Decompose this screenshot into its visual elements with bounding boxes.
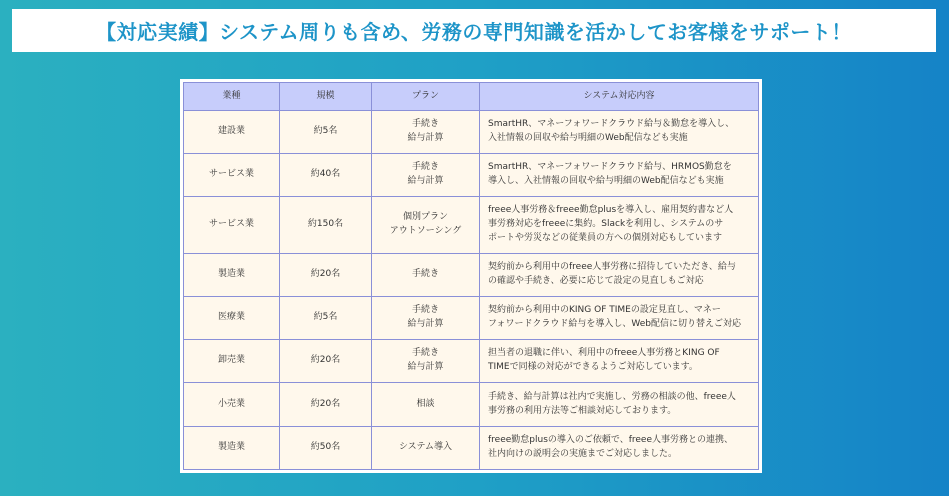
cell-size: 約5名 [280,111,372,154]
content-line: SmartHR、マネーフォワードクラウド給与＆勤怠を導入し、 [488,119,735,130]
cell-industry: 卸売業 [184,340,280,383]
cell-size: 約50名 [280,426,372,469]
plan-line: 手続き [411,305,439,316]
cell-industry: 製造業 [184,253,280,296]
cell-content [480,154,759,197]
table-row [184,154,759,197]
cell-content [480,111,759,154]
cell-content [480,197,759,253]
table-row [184,297,759,340]
plan-line: 相談 [416,398,435,409]
cell-plan [372,197,480,253]
content-line: ポートや労災などの従業員の方への個別対応もしています [488,233,723,244]
plan-line: 給与計算 [407,319,444,330]
cell-content [480,383,759,426]
cell-industry: サービス業 [184,197,280,253]
title-banner [12,9,936,52]
cell-industry: サービス業 [184,154,280,197]
content-line: 社内向けの説明会の実施までご対応しました。 [488,448,678,459]
content-line: 手続き、給与計算は社内で実施し、労務の相談の他、freee人 [488,391,736,402]
content-line: freee人事労務＆freee勤怠plusを導入し、雇用契約書など人 [488,205,734,216]
cell-plan [372,111,480,154]
cell-size: 約20名 [280,383,372,426]
table-row [184,111,759,154]
plan-line: 手続き [411,348,439,359]
content-line: 事労務対応をfreeeに集約。Slackを利用し、システムのサ [488,219,724,230]
header-size: 規模 [280,83,372,111]
cell-plan [372,340,480,383]
table-row [184,197,759,253]
results-table-container [180,79,762,473]
cell-size: 約20名 [280,253,372,296]
content-line: の確認や手続き、必要に応じて設定の見直しもご対応 [488,275,704,286]
cell-industry: 製造業 [184,426,280,469]
plan-line: 給与計算 [407,362,444,373]
cell-size: 約150名 [280,197,372,253]
plan-line: 手続き [411,268,439,279]
plan-line: 給与計算 [407,133,444,144]
plan-line: アウトソーシング [389,226,462,237]
header-system-content: システム対応内容 [480,83,759,111]
cell-size: 約20名 [280,340,372,383]
banner-title: 【対応実績】システム周りも含め、労務の専門知識を活かしてお客様をサポート！ [96,20,852,44]
cell-industry: 小売業 [184,383,280,426]
table-row [184,340,759,383]
cell-content [480,340,759,383]
plan-line: 手続き [411,119,439,130]
cell-industry: 医療業 [184,297,280,340]
table-row [184,253,759,296]
table-row [184,426,759,469]
plan-line: 給与計算 [407,176,444,187]
cell-plan [372,253,480,296]
plan-line: 手続き [411,162,439,173]
content-line: 契約前から利用中のKING OF TIMEの設定見直し、マネー [488,305,721,316]
content-line: 契約前から利用中のfreee人事労務に招待していただき、給与 [488,261,736,272]
cell-industry: 建設業 [184,111,280,154]
content-line: 導入し、入社情報の回収や給与明細のWeb配信なども実施 [488,176,724,187]
content-line: 担当者の退職に伴い、利用中のfreee人事労務とKING OF [488,348,720,359]
cell-size: 約5名 [280,297,372,340]
plan-line: システム導入 [398,441,453,452]
table-header-row [184,83,759,111]
header-plan: プラン [372,83,480,111]
content-line: SmartHR、マネーフォワードクラウド給与、HRMOS勤怠を [488,162,732,173]
cell-content [480,297,759,340]
content-line: 入社情報の回収や給与明細のWeb配信なども実施 [488,133,688,144]
cell-plan [372,154,480,197]
cell-plan [372,297,480,340]
content-line: freee勤怠plusの導入のご依頼で、freee人事労務との連携、 [488,434,733,445]
cell-content [480,426,759,469]
content-line: フォワードクラウド給与を導入し、Web配信に切り替えご対応 [488,319,741,330]
cell-plan [372,426,480,469]
results-table [183,82,759,470]
header-industry: 業種 [184,83,280,111]
cell-size: 約40名 [280,154,372,197]
cell-plan [372,383,480,426]
cell-content [480,253,759,296]
content-line: TIMEで同様の対応ができるようご対応しています。 [488,362,698,373]
plan-line: 個別プラン [402,212,448,223]
content-line: 事労務の利用方法等ご相談対応しております。 [488,405,677,416]
table-row [184,383,759,426]
